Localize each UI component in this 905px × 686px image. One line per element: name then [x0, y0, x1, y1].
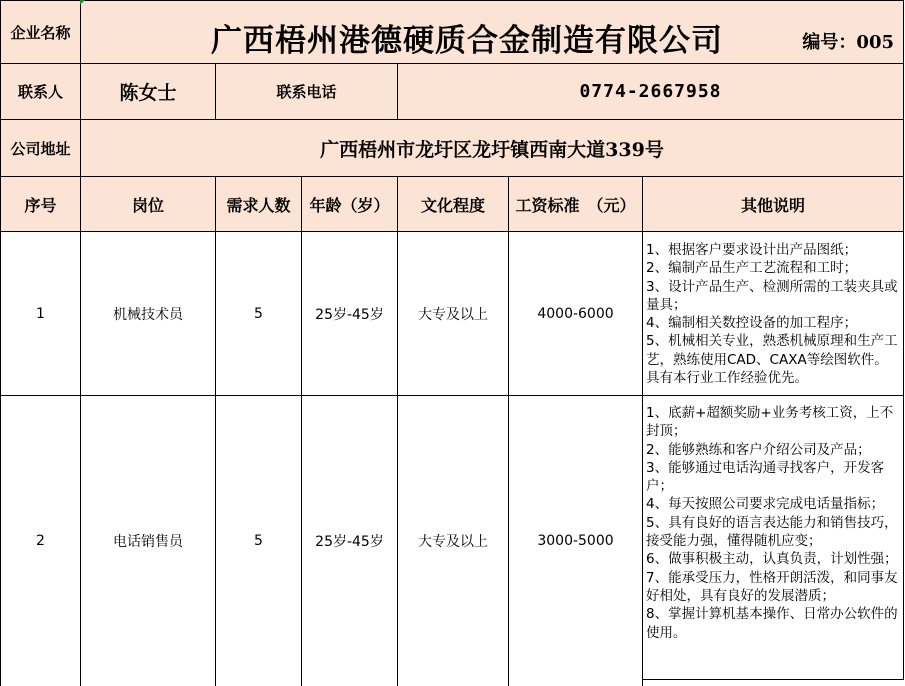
note-item: 2、编制产品生产工艺流程和工时；: [646, 260, 858, 277]
row1-salary[interactable]: 4000-6000: [509, 232, 643, 396]
row1-age[interactable]: 25岁-45岁: [302, 232, 398, 396]
contact-label[interactable]: 联系人: [0, 64, 81, 120]
col-header-count[interactable]: 需求人数: [216, 177, 302, 232]
job-code: 编号：005: [802, 32, 894, 53]
row1-education[interactable]: 大专及以上: [398, 232, 509, 396]
row2-notes[interactable]: [643, 396, 904, 680]
col-header-position[interactable]: 岗位: [81, 177, 216, 232]
row1-count[interactable]: 5: [216, 232, 302, 396]
phone-label[interactable]: 联系电话: [216, 64, 398, 120]
company-name-cell[interactable]: [81, 0, 904, 64]
row2-position[interactable]: 电话销售员: [81, 396, 216, 686]
note-item: 5、机械相关专业，熟悉机械原理和生产工艺，熟练使用CAD、CAXA等绘图软件。具有本行业工作经验优先。: [646, 333, 898, 387]
row1-no[interactable]: 1: [0, 232, 81, 396]
col-header-education[interactable]: 文化程度: [398, 177, 509, 232]
row2-count[interactable]: 5: [216, 396, 302, 686]
company-name: 广西梧州港德硬质合金制造有限公司: [211, 23, 723, 59]
note-item: 6、做事积极主动，认真负责，计划性强；: [646, 551, 898, 568]
row1-position[interactable]: 机械技术员: [81, 232, 216, 396]
row2-salary[interactable]: 3000-5000: [509, 396, 643, 686]
cell-marker: [80, 0, 85, 5]
col-header-no[interactable]: 序号: [0, 177, 81, 232]
note-item: 4、编制相关数控设备的加工程序；: [646, 315, 858, 332]
company-address[interactable]: 广西梧州市龙圩区龙圩镇西南大道339号: [81, 120, 904, 177]
row2-no[interactable]: 2: [0, 396, 81, 686]
address-label[interactable]: 公司地址: [0, 120, 81, 177]
note-item: 7、能承受压力，性格开朗活泼，和同事友好相处，具有良好的发展潜质；: [646, 569, 898, 604]
note-item: 8、掌握计算机基本操作、日常办公软件的使用。: [646, 606, 898, 641]
note-item: 2、能够熟练和客户介绍公司及产品；: [646, 441, 871, 458]
note-item: 3、能够通过电话沟通寻找客户，开发客户；: [646, 459, 885, 495]
col-header-age[interactable]: 年龄（岁）: [302, 177, 398, 232]
row2-age[interactable]: 25岁-45岁: [302, 396, 398, 686]
col-header-salary[interactable]: 工资标准 （元）: [509, 177, 643, 232]
note-item: 4、每天按照公司要求完成电话量指标；: [646, 496, 885, 513]
company-label[interactable]: 企业名称: [0, 0, 81, 64]
note-item: 3、设计产品生产、检测所需的工装夹具或量具；: [646, 278, 898, 313]
note-item: 1、底薪+超额奖励+业务考核工资，上不封顶；: [646, 405, 894, 440]
note-item: 1、根据客户要求设计出产品图纸；: [646, 242, 858, 258]
phone-number[interactable]: 0774-2667958: [398, 64, 904, 120]
contact-name[interactable]: 陈女士: [81, 64, 216, 120]
note-item: 5、具有良好的语言表达能力和销售技巧，接受能力强，懂得随机应变；: [646, 514, 898, 550]
col-header-notes[interactable]: 其他说明: [643, 177, 904, 232]
row1-notes[interactable]: [643, 232, 904, 396]
row2-education[interactable]: 大专及以上: [398, 396, 509, 686]
